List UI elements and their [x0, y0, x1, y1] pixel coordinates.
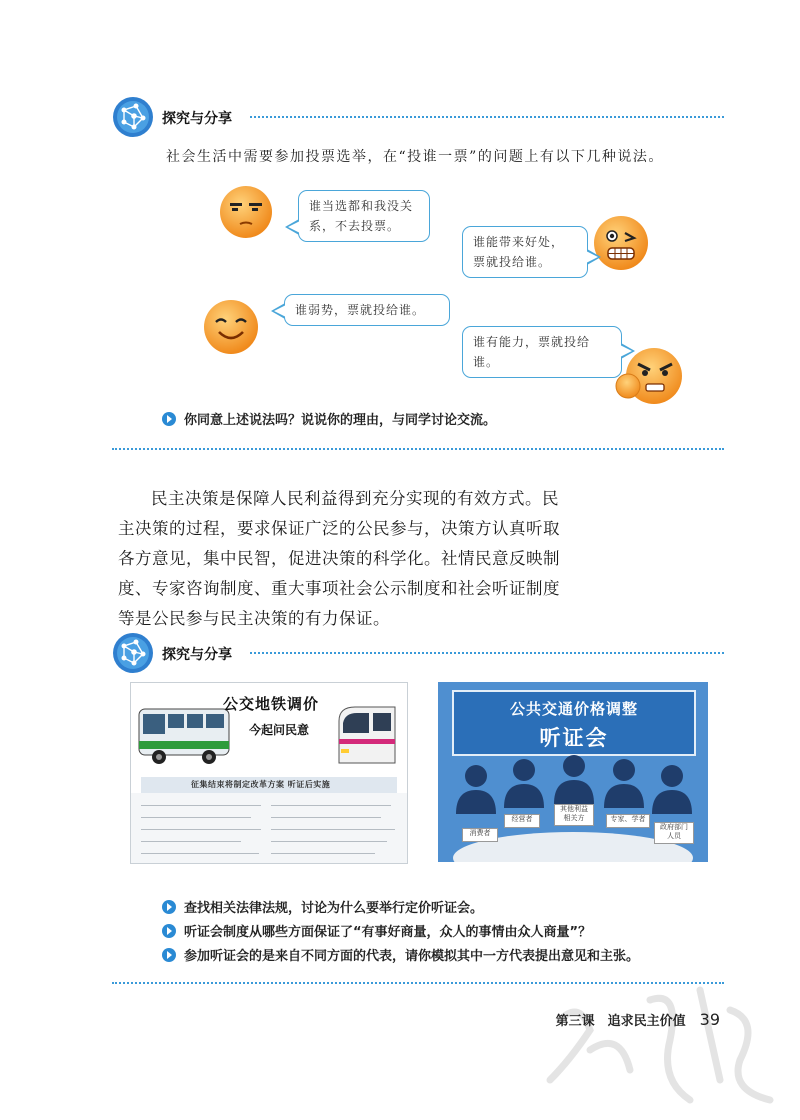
section-title: 探究与分享 [162, 111, 232, 127]
clipping-band-text: 征集结束将制定改革方案 听证后实施 [191, 780, 331, 789]
newspaper-clipping-image [130, 682, 408, 864]
discussion-prompt-1 [162, 898, 483, 920]
paragraph-line: 度、专家咨询制度、重大事项社会公示制度和社会听证制度 [118, 579, 560, 598]
speech-bubble-1 [298, 190, 430, 242]
speech-bubble-4: 谁有能力，票就投给谁。 [462, 326, 622, 378]
bus-icon [137, 705, 233, 767]
participant-card: 经营者 [504, 814, 540, 828]
participant-card [654, 822, 694, 844]
discussion-prompt [162, 410, 496, 432]
paragraph-line: 各方意见，集中民智，促进决策的科学化。社情民意反映制 [118, 549, 560, 568]
hearing-illustration-image [438, 682, 708, 862]
banner-line-1: 公共交通价格调整 [509, 700, 638, 718]
page-number: 39 [699, 1010, 720, 1029]
form-line [271, 805, 391, 806]
bubble-line: 票就投给谁。 [473, 255, 552, 269]
arrow-bullet-icon [162, 412, 176, 426]
prompt-text: 查找相关法律法规，讨论为什么要举行定价听证会。 [184, 901, 484, 916]
molecule-icon [112, 96, 154, 138]
clipping-title: 公交地铁调价 [223, 695, 320, 713]
form-line [141, 829, 261, 830]
form-line [271, 817, 381, 818]
intro-text: 社会生活中需要参加投票选举，在“投谁一票”的问题上有以下几种说法。 [166, 149, 664, 165]
arrow-bullet-icon [162, 924, 176, 938]
arrow-bullet-icon [162, 948, 176, 962]
form-line [271, 841, 387, 842]
card-line: 政府部门 [660, 823, 688, 831]
prompt-text: 你同意上述说法吗？说说你的理由，与同学讨论交流。 [184, 413, 497, 428]
card-line: 相关方 [563, 814, 585, 822]
section-divider [112, 448, 724, 450]
paragraph-line: 主决策的过程，要求保证广泛的公民参与，决策方认真听取 [118, 519, 560, 538]
body-paragraph [118, 484, 580, 634]
paragraph-line: 民主决策是保障人民利益得到充分实现的有效方式。民 [151, 489, 559, 508]
dotted-rule [250, 652, 724, 654]
form-line [271, 829, 395, 830]
form-line [271, 853, 375, 854]
card-line: 人员 [667, 832, 681, 840]
hearing-banner [452, 690, 696, 756]
participant-card [554, 804, 594, 826]
discussion-prompt-2 [162, 922, 591, 944]
prompt-text: 参加听证会的是来自不同方面的代表，请你模拟其中一方代表提出意见和主张。 [184, 949, 640, 964]
participant-card: 消费者 [462, 828, 498, 842]
speech-bubble-3: 谁弱势，票就投给谁。 [284, 294, 450, 326]
indifferent-face-icon [218, 184, 274, 240]
bubble-line: 谁当选都和我没关 [309, 199, 414, 213]
form-line [141, 841, 241, 842]
form-line [141, 853, 259, 854]
dotted-rule [250, 116, 724, 118]
form-line [141, 805, 261, 806]
section-header-2 [112, 632, 724, 676]
participant-card: 专家、学者 [606, 814, 650, 828]
form-line [141, 817, 251, 818]
arrow-bullet-icon [162, 900, 176, 914]
section-header-1 [112, 96, 724, 140]
banner-line-2: 听证会 [539, 726, 609, 750]
watermark-graphic [530, 960, 780, 1120]
clipping-subtitle: 今起问民意 [249, 723, 310, 737]
prompt-text: 听证会制度从哪些方面保证了“有事好商量，众人的事情由众人商量”？ [184, 925, 592, 940]
section-title: 探究与分享 [162, 647, 232, 663]
metro-train-icon [329, 703, 403, 769]
lesson-title: 第三课 追求民主价值 [555, 1014, 686, 1029]
smiling-face-icon [202, 298, 260, 356]
speech-bubble-2 [462, 226, 588, 278]
bubble-line: 谁能带来好处， [473, 235, 565, 249]
card-line: 其他利益 [560, 805, 588, 813]
bubble-line: 系，不去投票。 [309, 219, 401, 233]
paragraph-line: 等是公民参与民主决策的有力保证。 [118, 609, 390, 628]
molecule-icon [112, 632, 154, 674]
page-footer [556, 1010, 720, 1029]
